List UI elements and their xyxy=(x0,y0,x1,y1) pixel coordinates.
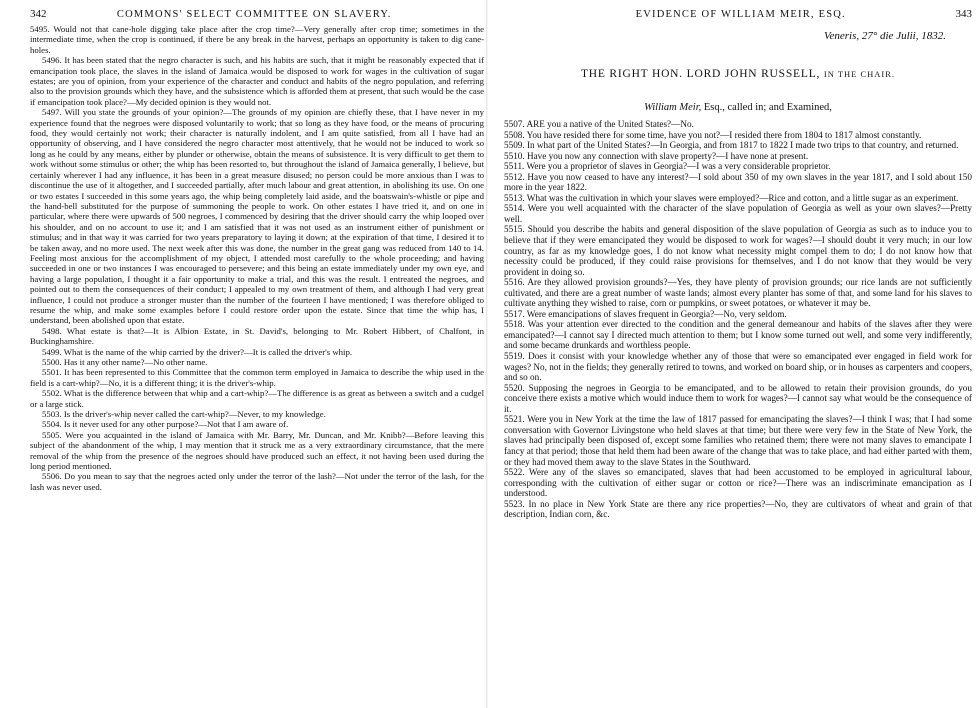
right-paragraph: 5512. Have you now ceased to have any interest?—I sold about 350 of my own slaves in the year 1817, and I sold about 150 more in the year 1822. xyxy=(504,171,972,193)
left-paragraph: 5498. What estate is that?—It is Albion Estate, in St. David's, belonging to Mr. Robert Hibbert, of Chalfont, in Buckinghamshire. xyxy=(30,325,484,347)
right-paragraph: 5510. Have you now any connection with slave property?—I have none at present. xyxy=(504,150,809,161)
left-paragraph: 5501. It has been represented to this Committee that the common term employed in Jamaica to describe the whip used in the field is a cart-whip?—No, it is a different thing; it is the driver's-whip. xyxy=(30,367,484,388)
right-paragraph: 5514. Were you well acquainted with the character of the slave population of Georgia as well as your own slaves?—Pretty well. xyxy=(504,203,972,224)
left-paragraph: 5495. Would not that cane-hole digging take place after the crop time?—Very generally after crop time; sometimes in the intermediate time, when the crop is continued, if there be any break in the harvest, perhaps an opportunity is taken to dig cane-holes. xyxy=(30,24,484,55)
right-running-head xyxy=(504,8,972,20)
right-paragraph: 5523. In no place in New York State are there any rice properties?—No, they are cultivators of wheat and grain of that description, Indian corn, &c. xyxy=(504,498,972,520)
right-paragraph: 5513. What was the cultivation in which your slaves were employed?—Rice and cotton, and a little sugar as an experiment. xyxy=(504,192,959,203)
witness-intro: Esq., called in; and Examined, xyxy=(703,102,832,113)
right-page xyxy=(488,0,980,708)
left-column-text xyxy=(30,24,484,492)
witness-heading xyxy=(504,102,972,113)
right-paragraph: 5515. Should you describe the habits and general disposition of the slave population of Georgia as such as to induce you to believe that if they were emancipated they would be disposed to work for wages?—I should doubt it very much; in our low country, as far as my knowledge goes, I do not know what necessity might compel them to do; I do not know how that necessity could be produced, if they could raise provisions for themselves, and I do not know that they would be very provident in doing so. xyxy=(504,224,972,277)
right-paragraph: 5509. In what part of the United States?—In Georgia, and from 1817 to 1822 I made two trips to that country, and returned. xyxy=(504,140,959,151)
witness-name: William Meir, xyxy=(644,102,702,113)
left-page xyxy=(0,0,488,708)
chair-suffix: IN THE CHAIR. xyxy=(823,69,896,79)
right-paragraph: 5517. Were emancipations of slaves frequent in Georgia?—No, very seldom. xyxy=(504,308,787,319)
left-paragraph: 5499. What is the name of the whip carried by the driver?—It is called the driver's whip. xyxy=(42,346,353,357)
left-paragraph: 5497. Will you state the grounds of your opinion?—The grounds of my opinion are chiefly these, that I have never in my experience found that the negroes were disposed voluntarily to work; that so long as they have food, or the means of procuring food, they would certainly not work; their character is naturally indolent, and I am quite satisfied, from all I have had an opportunity of observing, and I have considered the negro character most attentively, that he would not be induced to work so long as he could by any means, either by plunder or otherwise, obtain the means of subsistence. It is very difficult to get them to work without some stimulus or other; the whip has been resorted to, but throughout the island of Jamaica generally, I believe, but certainly wherever I had any influence, it has been in a great measure disused; no person could be more anxious than I was to discontinue the use of it altogether, and I succeeded partially, after much labour and great attention, in abolishing its use. On one or two estates I succeeded in this some years ago, the whip being completely laid aside, and the boatswain's-whistle or pipe and the hand-bell substituted for the purpose of summoning the people to work. On other estates I have tried it, and on one in particular, where there were upwards of 500 negroes, I commenced by desiring that the driver should carry the whip looped over his shoulder, and on no account to use it; and I am satisfied that it was not used as an instrument either of punishment or stimulus; and in that way it was carried for two years preparatory to laying it down; at the expiration of that time, I desired it to be taken away, and no more used. The next week after this was done, the number in the great gang was reduced from 140 to 14. Feeling most anxious for the accomplishment of my object, I attended most carefully to the whole proceeding; and having succeeded in one or two instances I was encouraged to persevere; and this being an estate immediately under my own eye, and having a large population, I thought it a fair opportunity to make a trial, and this was the result. I entreated the negroes, and pointed out to them the consequences of their conduct; I appealed to my own treatment of them, and although I had very great influence, I could not produce a stronger muster than the number of the fourteen I have mentioned; I was therefore obliged to resume the whip, and make some examples before I could restore order upon the estate. Since that time the whip has, I understand, been abolished upon that estate. xyxy=(30,107,484,326)
right-running-title: EVIDENCE OF WILLIAM MEIR, ESQ. xyxy=(635,9,846,20)
chair-heading xyxy=(504,68,972,80)
right-paragraph: 5507. ARE you a native of the United States?—No. xyxy=(504,119,694,129)
left-running-head xyxy=(30,8,484,20)
right-column-text xyxy=(504,119,972,520)
right-paragraph: 5508. You have resided there for some time, have you not?—I resided there from 1804 to 1817 almost constantly. xyxy=(504,129,922,140)
right-paragraph: 5516. Are they allowed provision grounds?—Yes, they have plenty of provision grounds; our rice lands are not sufficiently cultivated, and there are a great number of waste lands; almost every planter has some of that, and some land for his slaves to cultivate anything they wished to raise, corn or pumpkins, or sweet potatoes, or whatever it may be. xyxy=(504,277,972,309)
right-paragraph: 5518. Was your attention ever directed to the condition and the general demeanour and habits of the slaves after they were emancipated?—I cannot say I directed much attention to them; but I know some turned out well, and some very indifferently, and some became drunkards and worthless people. xyxy=(504,319,972,351)
right-paragraph: 5522. Were any of the slaves so emancipated, slaves that had been accustomed to be employed in agricultural labour, corresponding with the cultivation of either sugar or cotton or rice?—There was an indiscriminate emancipation as I understood. xyxy=(504,467,972,499)
left-paragraph: 5500. Has it any other name?—No other name. xyxy=(42,357,208,367)
left-paragraph: 5503. Is the driver's-whip never called the cart-whip?—Never, to my knowledge. xyxy=(42,409,326,420)
right-paragraph: 5520. Supposing the negroes in Georgia to be emancipated, and to be allowed to retain their provision grounds, do you conceive there exists a motive which would induce them to work for wages?—I cannot say what would be the consequence of it. xyxy=(504,382,972,414)
chair-name: THE RIGHT HON. LORD JOHN RUSSELL, xyxy=(580,68,821,80)
left-paragraph: 5502. What is the difference between that whip and a cart-whip?—The difference is as great as between a switch and a cudgel or a large stick. xyxy=(30,388,484,409)
sitting-date: Veneris, 27° die Julii, 1832. xyxy=(823,30,946,42)
left-paragraph: 5506. Do you mean to say that the negroes acted only under the terror of the lash?—Not under the terror of the lash, for the lash was never used. xyxy=(30,471,484,492)
right-paragraph: 5511. Were you a proprietor of slaves in Georgia?—I was a very considerable proprietor. xyxy=(504,161,831,172)
left-paragraph: 5504. Is it never used for any other purpose?—Not that I am aware of. xyxy=(42,419,289,430)
right-page-number: 343 xyxy=(955,8,972,20)
right-paragraph: 5521. Were you in New York at the time the law of 1817 passed for emancipating the slaves?—I think I was; that I had some conversation with Governor Livingstone who held slaves at that time; but there were very few in the State of New York, the slaves had principally been disposed of, except some families who retained them; there were not many slaves to emancipate I fancy at that period; those that held them had been aware of the change that was to take place, and had either parted with them, or they had moved them away to the slave States in the Southward. xyxy=(504,414,972,467)
left-page-number: 342 xyxy=(30,8,47,20)
left-paragraph: 5505. Were you acquainted in the island of Jamaica with Mr. Barry, Mr. Duncan, and Mr. Knibb?—Before leaving this subject of the abandonment of the whip, I may mention that it struck me as a very extraordinary circumstance, that the mere removal of the whip from the presence of the negroes should have produced such an effect, it not having been used during the long period mentioned. xyxy=(30,429,484,472)
left-running-title: COMMONS' SELECT COMMITTEE ON SLAVERY. xyxy=(116,9,392,20)
right-paragraph: 5519. Does it consist with your knowledge whether any of those that were so emancipated ever engaged in field work for wages? No, not in the fields; they generally retired to towns, and worked on board ship, or in houses as carpenters and coopers, and so on. xyxy=(504,351,972,383)
left-paragraph: 5496. It has been stated that the negro character is such, and his habits are such, that it might be reasonably expected that if emancipation took place, the slaves in the island of Jamaica would be disposed to work for wages in the cultivation of sugar estates; are you of opinion, from your experience of the character and conduct and habits of the negro population, and referring also to the provision grounds which they have, and the subsistence which is afforded them at present, that such would be the case if emancipation took place?—My decided opinion is they would not. xyxy=(30,55,484,107)
